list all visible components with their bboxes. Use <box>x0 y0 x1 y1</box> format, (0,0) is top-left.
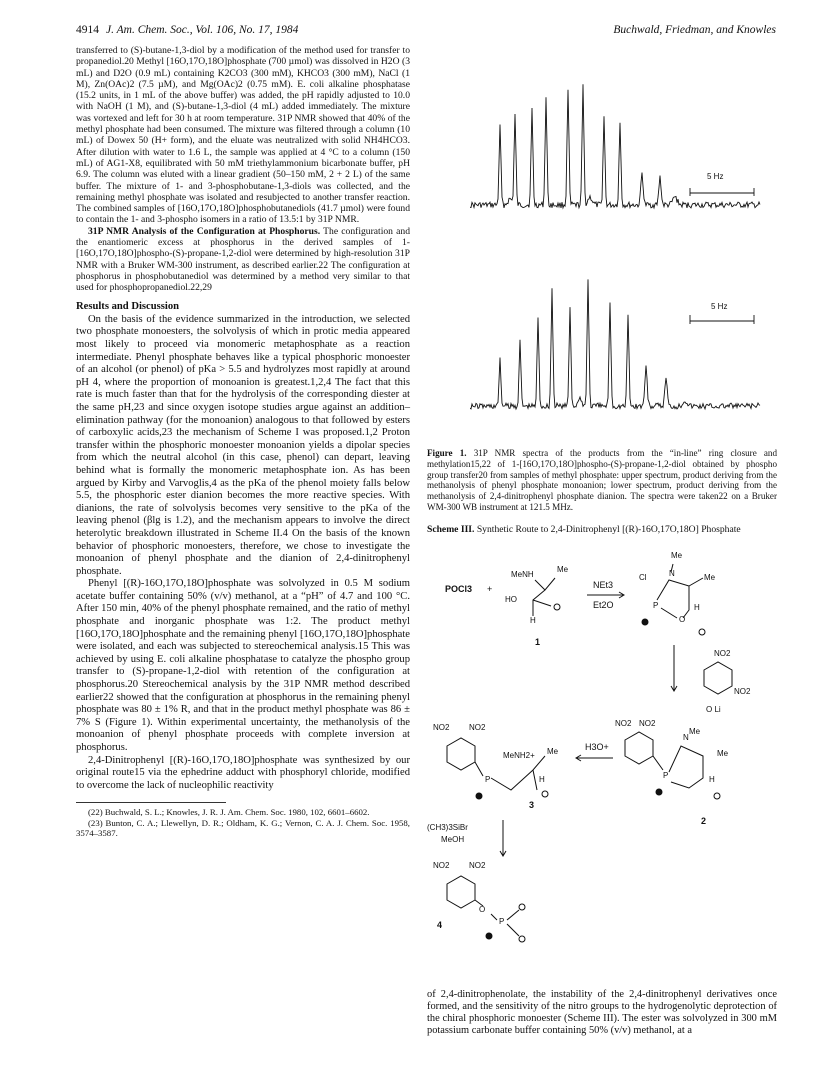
scheme-title-text: Synthetic Route to 2,4-Dinitrophenyl [(R)-16O,17O,18O] Phosphate <box>476 524 741 535</box>
journal-citation: J. Am. Chem. Soc., Vol. 106, No. 17, 1984 <box>106 24 299 36</box>
compound-4-o-label: O <box>479 905 486 914</box>
scheme-title <box>427 524 777 535</box>
page-number: 4914 <box>76 24 99 36</box>
dinitrophenolate-no2-2: NO2 <box>734 687 751 696</box>
compound-1-menh-label: MeNH <box>511 570 534 579</box>
scheme-iii-svg <box>427 550 777 945</box>
compound-3-oxygen-dot <box>476 793 482 799</box>
dinitrophenolate-no2-1: NO2 <box>714 649 731 658</box>
compound-4-p-label: P <box>499 917 505 926</box>
reagent-meoh: MeOH <box>441 835 465 844</box>
compound-1-h-label: H <box>530 616 536 625</box>
figure-caption-label: Figure 1. <box>427 448 467 458</box>
nmr-spectrum-lower <box>470 258 770 428</box>
compound-1-bonds <box>533 578 555 616</box>
reagent-pocl3: POCl3 <box>445 584 473 594</box>
running-header <box>76 24 776 40</box>
compound-2b-oxygen-dot <box>656 789 662 795</box>
footnote-23: (23) Bunton, C. A.; Llewellyn, D. R.; Oldham, K. G.; Vernon, C. A. J. Chem. Soc. 1958, 3574–3587. <box>76 817 410 839</box>
compound-2b-h-label: H <box>709 775 715 784</box>
scheme-iii <box>427 550 777 945</box>
compound-3-number: 3 <box>529 800 535 810</box>
compound-1-ho-label: HO <box>505 595 517 604</box>
compound-3-no2-2: NO2 <box>469 723 486 732</box>
compound-4-no2-1: NO2 <box>433 861 450 870</box>
compound-3-p-label: P <box>485 775 491 784</box>
figure-caption-text: 31P NMR spectra of the products from the “in-line” ring closure and methylation15,22 of 1-[16O,17O,18O]phospho-(S)-propane-1,2-diol obtained by phospho group transfer20 from samples of methyl phosphate: upper spectrum, product deriving from the methanolysis of phenyl phosphate monoanion; lower spectrum, product deriving from the methanolysis of 2,4-dinitrophenyl phosphate dianion. The spectra were taken22 on a Bruker WM-300 WB instrument at 121.5 MHz. <box>427 448 777 512</box>
compound-4-oxygen-mark-1 <box>519 904 525 910</box>
compound-2b-me-label-1: Me <box>689 727 701 736</box>
compound-2-oxygen-dot <box>642 619 648 625</box>
scale-label-lower: 5 Hz <box>711 302 728 311</box>
compound-2-n-label: N <box>669 569 675 578</box>
compound-4-number: 4 <box>437 920 443 930</box>
spectrum-lower-trace <box>470 279 760 409</box>
compound-4-aryl-ring <box>447 876 475 908</box>
scheme-title-label: Scheme III. <box>427 524 475 535</box>
nmr-spectrum-upper <box>470 60 770 245</box>
spectrum-upper-svg <box>470 60 770 245</box>
compound-2-p-label: P <box>653 601 659 610</box>
compound-1-number: 1 <box>535 637 541 647</box>
compound-2b-no2-1: NO2 <box>615 719 632 728</box>
spectrum-lower-svg <box>470 258 770 428</box>
compound-2-number: 2 <box>701 816 707 826</box>
plus-sign-1: + <box>487 584 493 594</box>
figure-caption <box>427 448 777 513</box>
compound-4-no2-2: NO2 <box>469 861 486 870</box>
right-column-paragraph: of 2,4-dinitrophenolate, the instability of the 2,4-dinitrophenyl derivatives once formed, and the sensitivity of the nitro groups to the hydrogenolytic deprotection of the chiral phosphoric monoester (Scheme III). The ester was solvolyzed in 300 mM potassium carbonate buffer containing 50% (v/v) methanol, at a <box>427 989 777 1037</box>
section-heading-results: Results and Discussion <box>76 300 180 312</box>
compound-3-phenyl-mark <box>542 791 548 797</box>
compound-3-me-label: Me <box>547 747 559 756</box>
compound-2b-me-label-2: Me <box>717 749 729 758</box>
compound-2-cl-label: Cl <box>639 573 647 582</box>
compound-2-o-label: O <box>679 615 686 624</box>
reagent-h3o: H3O+ <box>585 742 609 752</box>
compound-2-me-label-2: Me <box>704 573 716 582</box>
results-paragraph-3: 2,4-Dinitrophenyl [(R)-16O,17O,18O]phosphate was synthesized by our original route15 via the ephedrine adduct with phosphoryl chloride, modified to overcome the lack of nucleophilic reactivity <box>76 754 410 791</box>
footnote-22: (22) Buchwald, S. L.; Knowles, J. R. J. Am. Chem. Soc. 1980, 102, 6601–6602. <box>88 807 370 818</box>
compound-2b-aryl-ring <box>625 732 653 764</box>
compound-1-phenyl-mark <box>554 604 560 610</box>
compound-2b-bonds <box>653 746 703 788</box>
dinitrophenolate-ring <box>704 662 732 694</box>
compound-1-me-label: Me <box>557 565 569 574</box>
reagent-silyl-bromide: (CH3)3SiBr <box>427 823 468 832</box>
intro-paragraph: transferred to (S)-butane-1,3-diol by a modification of the method used for transfer to propanediol.20 Methyl [16O,17O,18O]phosphate (700 µmol) was dissolved in H2O (3 mL) and D2O (0.9 mL) containing K2CO3 (300 mM), KHCO3 (300 mM), NaCl (1 M), Zn(OAc)2 (7.5 µM), and Mg(OAc)2 (0.75 mM). E. coli alkaline phosphatase (15.2 units, in 1 mL of the above buffer) was added, the pH rapidly adjusted to 10.0 with NaOH (1 M), and (S)-butane-1,3-diol (4 mL) added immediately. The mixture was vortexed and left for 30 h at room temperature. 31P NMR showed that 40% of the methyl phosphate had been consumed. The mixture was filtered through a column (10 mL) of Dowex 50 (H+ form), and the eluate was neutralized with solid NH4HCO3. After dilution with water to 1.6 L, the sample was applied at 4 °C to a column (150 mL) of AG1-X8, equilibrated with 50 mM triethylammonium bicarbonate buffer, pH 6.9. The column was eluted with a linear gradient (50–150 mM, 2 + 2 L) of the same buffer. The mixture of 1- and 3-phosphobutane-1,3-diols was collected, and the remaining methyl phosphate was isolated and resubjected to another transfer reaction. The combined samples of [16O,17O,18O]phosphobutanediols (41.7 µmol) were found to contain the 1- and 3-phospho isomers in a ratio of 13.5:1 by 31P NMR. <box>76 45 410 226</box>
right-column-continuation <box>427 989 777 1037</box>
left-column <box>76 45 410 839</box>
compound-2b-p-label: P <box>663 771 669 780</box>
compound-3-h-label: H <box>539 775 545 784</box>
compound-2b-no2-2: NO2 <box>639 719 656 728</box>
reagent-et2o: Et2O <box>593 600 614 610</box>
compound-4-oxygen-mark-2 <box>519 936 525 942</box>
nmr-analysis-text: The configuration and the enantiomeric excess at phosphorus in the derived samples of 1-[16O,17O,18O]phospho-(S)-propane-1,2-diol were determined by high-resolution 31P NMR with a Bruker WM-300 instrument, as described earlier.22 The configuration at phosphorus in phosphobutanediol was determined by a method very similar to that used for phosphopropanediol.22,29 <box>76 225 410 294</box>
running-authors: Buchwald, Friedman, and Knowles <box>613 24 776 36</box>
compound-2-phenyl-mark <box>699 629 705 635</box>
scale-label-upper: 5 Hz <box>707 172 724 181</box>
compound-3-aryl-ring <box>447 738 475 770</box>
spectrum-upper-trace <box>470 84 760 208</box>
compound-2b-n-label: N <box>683 733 689 742</box>
reagent-net3: NEt3 <box>593 580 614 590</box>
compound-4-bonds <box>475 900 519 936</box>
compound-4-oxygen-dot <box>486 933 492 939</box>
compound-2b-phenyl-mark <box>714 793 720 799</box>
nmr-analysis-heading: 31P NMR Analysis of the Configuration at Phosphorus. <box>88 225 321 237</box>
compound-3-bonds <box>475 756 545 790</box>
compound-3-menh2-label: MeNH2+ <box>503 751 535 760</box>
dinitrophenolate-oli: O Li <box>706 705 721 714</box>
results-paragraph-2: Phenyl [(R)-16O,17O,18O]phosphate was solvolyzed in 0.5 M sodium acetate buffer containing 50% (v/v) methanol, at a “pH” of 4.7 and 100 °C. After 150 min, 40% of the phenyl phosphate remained, and the ratio of methyl phosphate and inorganic phosphate was 1:2. The product methyl [16O,17O,18O]phosphate and the remaining phenyl [16O,17O,18O]phosphate were isolated, and each was subjected to stereochemical analysis.15 This was achieved by using E. coli alkaline phosphatase to catalyze the phospho group transfer to (S)-propane-1,2-diol with retention of the configuration at phosphorus.20 Stereochemical analysis by the 31P NMR method described earlier22 showed that the configuration at phosphorus in the remaining phenyl phosphate was 80 ± 1% R, and that in the product methyl phosphate was 86 ± 7% S (Figure 1). Within experimental uncertainty, the methanolysis of the monoanion of phenyl phosphate proceeds with complete inversion at phosphorus. <box>76 578 410 754</box>
results-paragraph-1: On the basis of the evidence summarized in the introduction, we selected two phosphate monoesters, the solvolysis of which in protic media appeared most likely to proceed via monomeric metaphosphate as a reaction intermediate. Phenyl phosphate behaves like a typical phosphoric monoester of an alcohol (or phenol) of pKa > 5.5 and hydrolyzes most rapidly at around pH 4, where the proportion of monoanion is greatest.1,2,4 The fact that this rate is much faster than that for the hydrolysis of the corresponding diester at the same pH,23 and since oxygen isotope studies argue against an addition–elimination pathway (for the monoanion) analogous to that followed by esters of carboxylic acids,23 the mechanism of Scheme I was proposed.1,2 Proton transfer within the phosphoric monoester monoanion yields a dipolar species from which the neutral alcohol (in this case, phenol) can depart, leaving behind what is formally the monomeric metaphosphate ion. As has been argued by Kirby and Varvoglis,4 as the pKa of the phenol moiety falls below 5.5, the phosphoric ester dianion becomes the more reactive species. With dianions, the rate of solvolysis becomes very sensitive to the pKa of the leaving phenol (βlg is 1.2), and the mechanism appears to involve the direct heterolytic breakdown illustrated in Scheme II.4 On the basis of the known behavior of phosphoric monoesters, therefore, we chose to investigate the monoanion of phenyl phosphate and the dianion of 2,4-dinitrophenyl phosphate. <box>76 313 410 577</box>
nmr-analysis-paragraph <box>76 226 410 294</box>
compound-2-h-label: H <box>694 603 700 612</box>
compound-3-no2-1: NO2 <box>433 723 450 732</box>
footnote-divider <box>76 802 226 803</box>
compound-2-me-label-1: Me <box>671 551 683 560</box>
